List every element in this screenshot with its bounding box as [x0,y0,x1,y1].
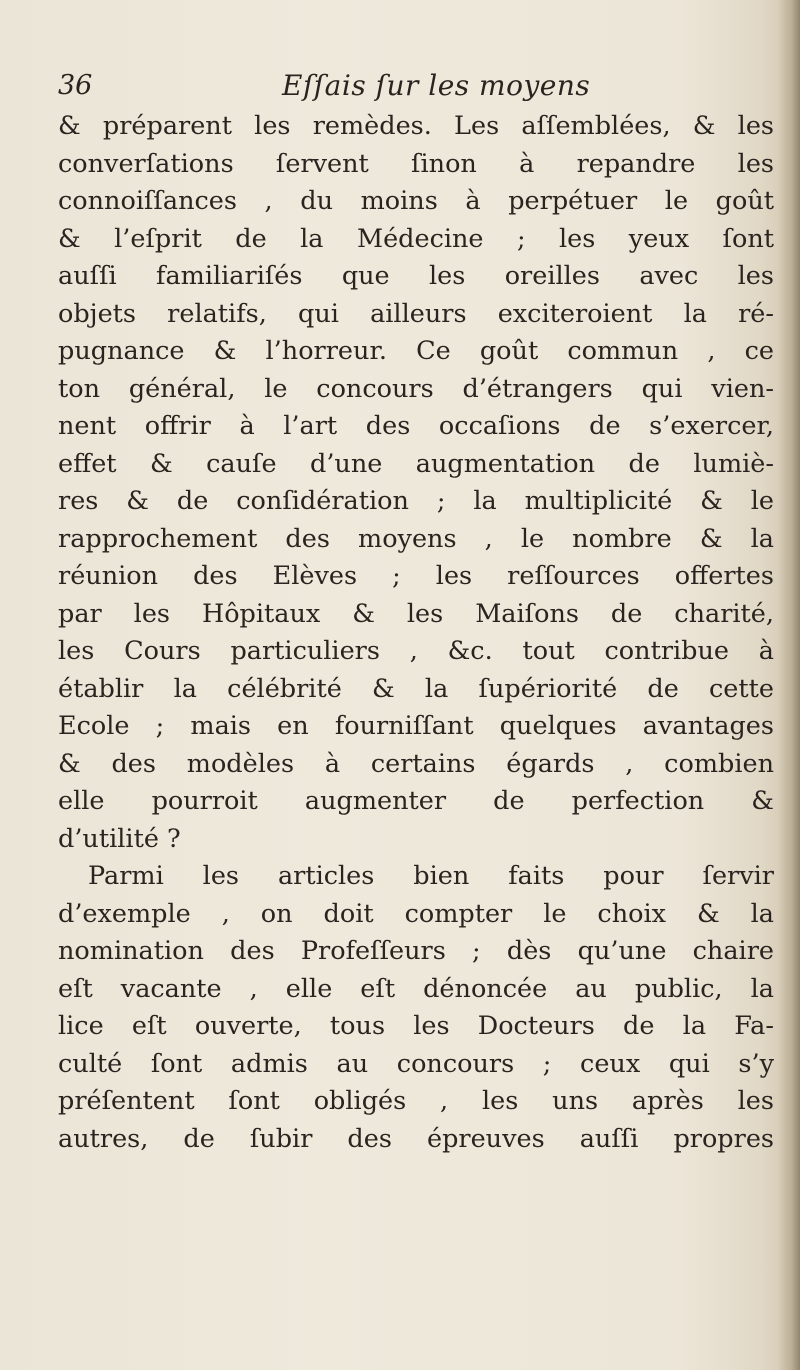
page-edge-shadow [778,0,800,1370]
text-line: effet & cauſe d’une augmentation de lumiè- [58,448,774,479]
text-line: par les Hôpitaux & les Maiſons de charité, [58,598,774,629]
text-line: d’exemple , on doit compter le choix & la [58,898,774,929]
text-line: & des modèles à certains égards , combien [58,748,774,779]
text-line: res & de conſidération ; la multiplicité & le [58,486,774,516]
text-line: & l’eſprit de la Médecine ; les yeux ſont [58,223,774,254]
text-line: autres, de ſubir des épreuves auſſi propres [58,1123,774,1154]
body-text [58,108,774,1158]
text-line: lice eſt ouverte, tous les Docteurs de la Fa- [58,1011,774,1041]
page-header [58,66,778,106]
paragraph-start-line: Parmi les articles bien faits pour ſervir [88,861,774,891]
text-line: rapprochement des moyens , le nombre & la [58,523,774,554]
running-title: Eſſais ſur les moyens [282,69,591,102]
text-line: eſt vacante , elle eſt dénoncée au public, la [58,973,774,1004]
text-line: connoiſſances , du moins à perpétuer le goût [58,186,774,216]
text-line: ton général, le concours d’étrangers qui vien- [58,373,774,404]
text-line: nomination des Profeſſeurs ; dès qu’une chaire [58,936,774,966]
text-line: d’utilité ? [58,823,181,854]
text-line: nent offrir à l’art des occaſions de s’exercer, [58,411,774,441]
page-number: 36 [58,70,93,101]
text-line: pugnance & l’horreur. Ce goût commun , ce [58,336,774,366]
text-line: elle pourroit augmenter de perfection & [58,786,774,816]
text-line: Ecole ; mais en fourniſſant quelques avantages [58,711,774,741]
text-line: préſentent ſont obligés , les uns après les [58,1086,774,1116]
text-line: auſſi familiariſés que les oreilles avec les [58,261,774,291]
text-line: établir la célébrité & la ſupériorité de cette [58,673,774,704]
text-line: objets relatifs, qui ailleurs exciteroient la ré- [58,298,774,329]
text-line: converſations ſervent ſinon à repandre les [58,148,774,179]
text-line: les Cours particuliers , &c. tout contribue à [58,636,774,666]
text-line: culté ſont admis au concours ; ceux qui s’y [58,1048,774,1079]
text-line: réunion des Elèves ; les reſſources offertes [58,561,774,591]
text-line: & préparent les remèdes. Les aſſemblées, & les [58,111,774,141]
